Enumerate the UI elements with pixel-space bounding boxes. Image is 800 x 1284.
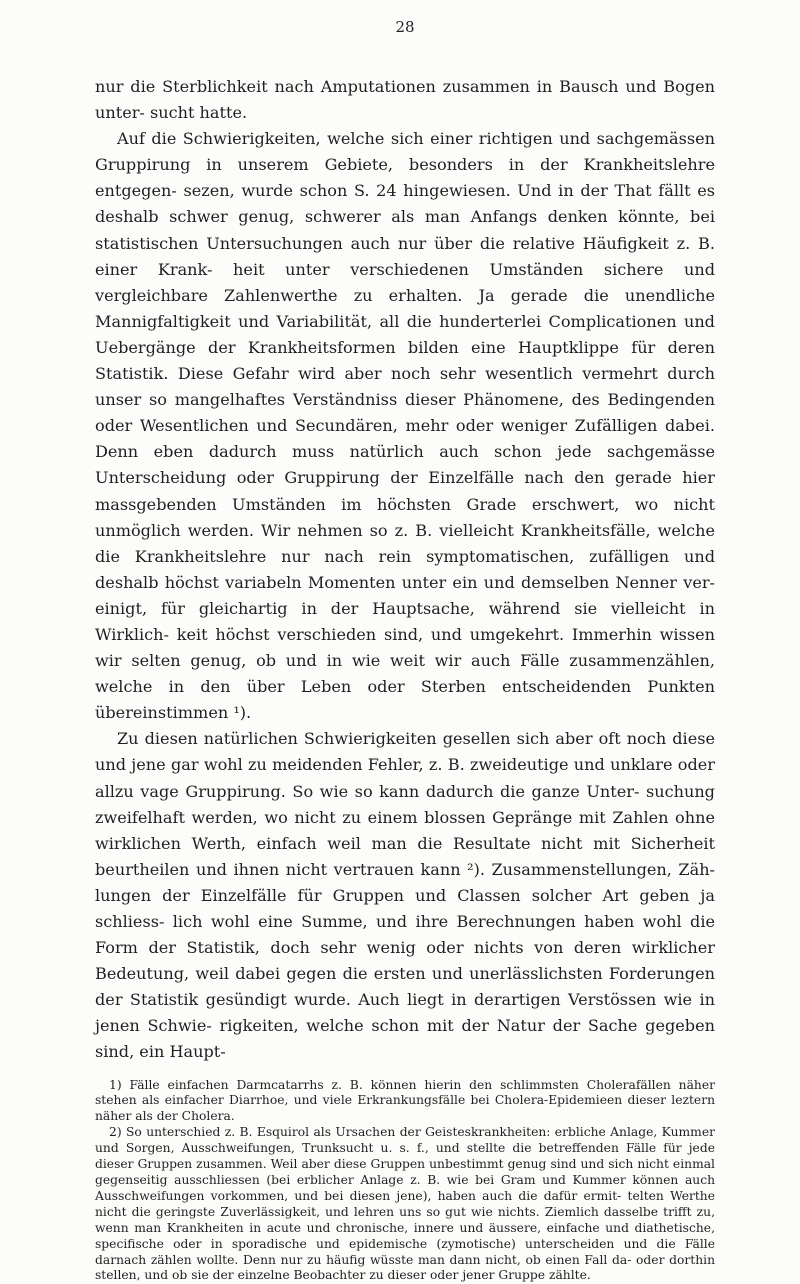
book-page [95,18,715,1284]
footnote-1: 1) Fälle einfachen Darmcatarrhs z. B. können hierin den schlimmsten Cholerafällen näher stehen als einfacher Diarrhoe, und viele Erkrankungsfälle bei Cholera-Epidemieen dieser leztern näher als der Cholera. [95,1077,715,1124]
paragraph-errors: Zu diesen natürlichen Schwierigkeiten gesellen sich aber oft noch diese und jene gar wohl zu meidenden Fehler, z. B. zweideutige und unklare oder allzu vage Gruppirung. So wie so kann dadurch die ganze Unter- suchung zweifelhaft werden, wo nicht zu einem blossen Gepränge mit Zahlen ohne wirklichen Werth, einfach weil man die Resultate nicht mit Sicherheit beurtheilen und ihnen nicht vertrauen kann ²). Zusammenstellungen, Zäh- lungen der Einzelfälle für Gruppen und Classen solcher Art geben ja schliess- lich wohl eine Summe, und ihre Berechnungen haben wohl die Form der Statistik, doch sehr wenig oder nichts von deren wirklicher Bedeutung, weil dabei gegen die ersten und unerlässlichsten Forderungen der Statistik gesündigt wurde. Auch liegt in derartigen Verstössen wie in jenen Schwie- rigkeiten, welche schon mit der Natur der Sache gegeben sind, ein Haupt- [95,729,715,1062]
page-number: 28 [395,18,415,36]
paragraph-difficulties: Auf die Schwierigkeiten, welche sich einer richtigen und sachgemässen Gruppirung in unserem Gebiete, besonders in der Krankheitslehre entgegen- sezen, wurde schon S. 24 hingewiesen. Und in der That fällt es deshalb schwer genug, schwerer als man Anfangs denken könnte, bei statistischen Untersuchungen auch nur über die relative Häufigkeit z. B. einer Krank- heit unter verschiedenen Umständen sichere und vergleichbare Zahlenwerthe zu erhalten. Ja gerade die unendliche Mannigfaltigkeit und Variabilität, all die hunderterlei Complicationen und Uebergänge der Krankheitsformen bilden eine Hauptklippe für deren Statistik. Diese Gefahr wird aber noch sehr wesentlich vermehrt durch unser so mangelhaftes Verständniss dieser Phänomene, des Bedingenden oder Wesentlichen und Secundären, mehr oder weniger Zufälligen dabei. Denn eben dadurch muss natürlich auch schon jede sachgemässe Unterscheidung oder Gruppirung der Einzelfälle nach den gerade hier massgebenden Umständen im höchsten Grade erschwert, wo nicht unmöglich werden. Wir nehmen so z. B. vielleicht Krankheitsfälle, welche die Krankheitslehre nur nach rein symptomatischen, zufälligen und deshalb höchst variabeln Momenten unter ein und demselben Nenner ver- einigt, für gleichartig in der Hauptsache, während sie vielleicht in Wirklich- keit höchst verschieden sind, und umgekehrt. Immerhin wissen wir selten genug, ob und in wie weit wir auch Fälle zusammenzählen, welche in den über Leben oder Sterben entscheidenden Punkten übereinstimmen ¹). [95,129,715,723]
main-text [95,74,715,1066]
paragraph-continuation: nur die Sterblichkeit nach Amputationen zusammen in Bausch und Bogen unter- sucht hatte. [95,77,715,123]
footnotes [95,1078,715,1284]
footnote-2: 2) So unterschied z. B. Esquirol als Ursachen der Geisteskrankheiten: erbliche Anlage, Kummer und Sorgen, Ausschweifungen, Trunksucht u. s. f., und stellte die betreffenden Fälle für jede dieser Gruppen zusammen. Weil aber diese Gruppen unbestimmt genug sind und sich nicht einmal gegenseitig ausschliessen (bei erblicher Anlage z. B. wie bei Gram und Kummer können auch Ausschweifungen vorkommen, und bei diesen jene), haben auch die dafür ermit- telten Werthe nicht die geringste Zuverlässigkeit, und lehren uns so gut wie nichts. Ziemlich dasselbe trifft zu, wenn man Krankheiten in acute und chronische, innere und äussere, einfache und diathetische, specifische oder in sporadische und epidemische (zymotische) unterscheiden und die Fälle darnach zählen wollte. Denn nur zu häufig wüsste man dann nicht, ob einen Fall da- oder dorthin stellen, und ob sie der einzelne Beobachter zu dieser oder jener Gruppe zählte. [95,1125,715,1283]
